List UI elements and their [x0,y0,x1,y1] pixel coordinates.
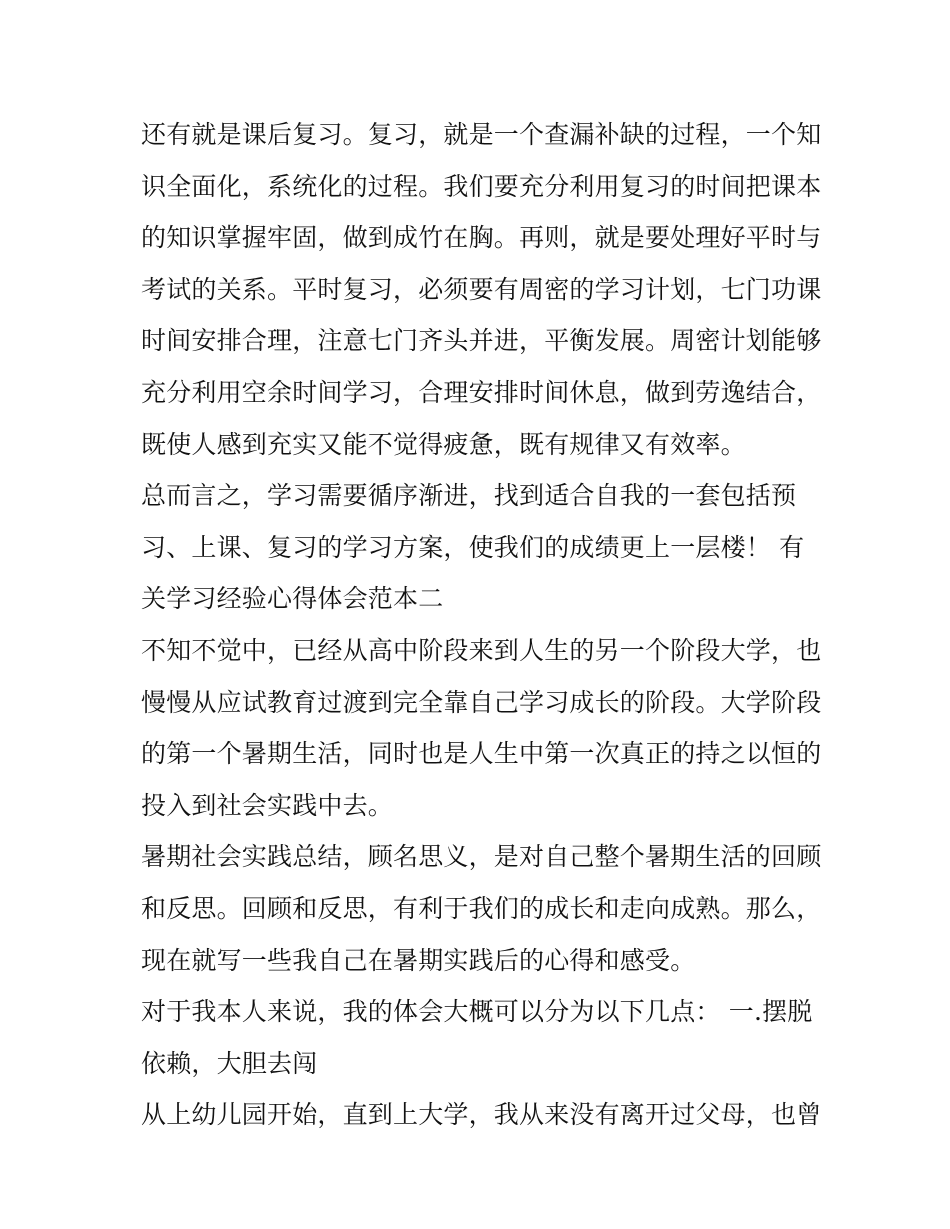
text-line: 时间安排合理，注意七门齐头并进，平衡发展。周密计划能够 [141,326,822,356]
subheading-line: 依赖，大胆去闯 [141,1048,318,1078]
text-line: 识全面化，系统化的过程。我们要充分利用复习的时间把课本 [141,171,822,201]
text-line: 的第一个暑期生活，同时也是人生中第一次真正的持之以恒的 [141,739,822,769]
text-line: 还有就是课后复习。复习，就是一个查漏补缺的过程，一个知 [141,120,822,149]
text-line: 既使人感到充实又能不觉得疲惫，既有规律又有效率。 [141,429,746,459]
text-line: 不知不觉中，已经从高中阶段来到人生的另一个阶段大学，也 [141,635,822,665]
text-line: 现在就写一些我自己在暑期实践后的心得和感受。 [141,945,696,975]
text-line: 暑期社会实践总结，顾名思义，是对自己整个暑期生活的回顾 [141,842,822,872]
text-line: 投入到社会实践中去。 [141,790,394,820]
text-line: 考试的关系。平时复习，必须要有周密的学习计划，七门功课 [141,274,822,304]
text-line: 的知识掌握牢固，做到成竹在胸。再则，就是要处理好平时与 [141,223,822,253]
text-line: 和反思。回顾和反思，有利于我们的成长和走向成熟。那么， [141,893,822,923]
text-line: 对于我本人来说，我的体会大概可以分为以下几点： 一.摆脱 [141,997,813,1027]
document-body [141,109,821,1141]
section-heading: 关学习经验心得体会范本二 [141,584,444,614]
text-line: 从上幼儿园开始，直到上大学，我从来没有离开过父母，也曾 [141,1100,822,1130]
text-line: 慢慢从应试教育过渡到完全靠自己学习成长的阶段。大学阶段 [141,687,822,717]
text-line: 充分利用空余时间学习，合理安排时间休息，做到劳逸结合， [141,377,822,407]
text-line: 总而言之，学习需要循序渐进，找到适合自我的一套包括预 [141,481,797,511]
text-line: 习、上课、复习的学习方案，使我们的成绩更上一层楼！ 有 [141,532,805,562]
